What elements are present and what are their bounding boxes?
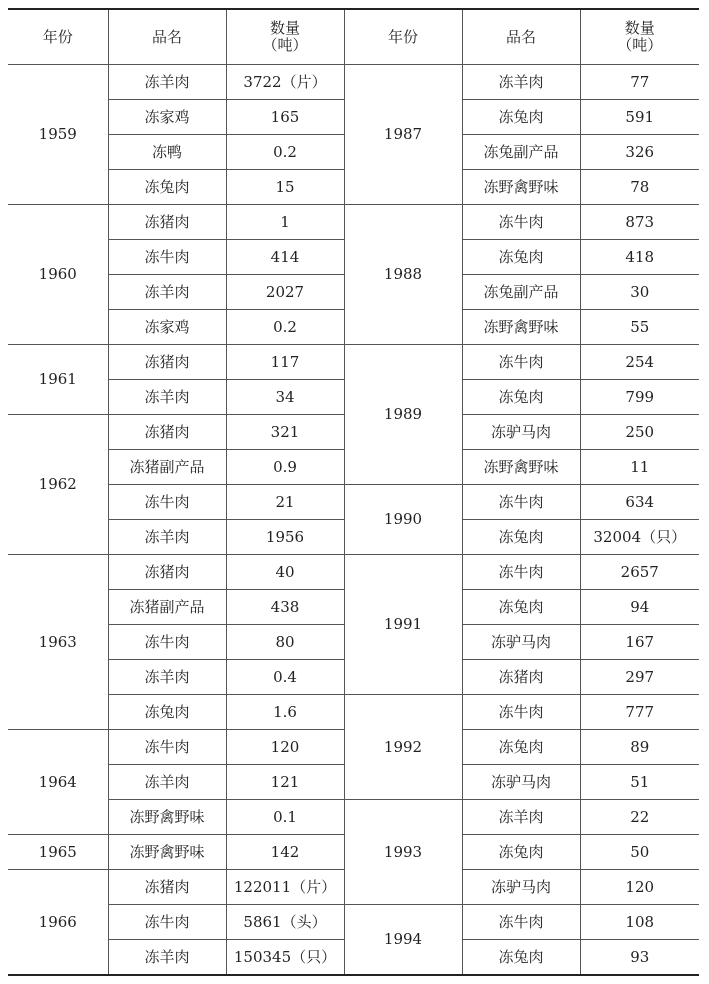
quantity-cell-left: 321 xyxy=(226,415,344,450)
quantity-cell-right: 93 xyxy=(580,940,699,976)
product-cell-right: 冻驴马肉 xyxy=(462,765,580,800)
product-cell-right: 冻野禽野味 xyxy=(462,170,580,205)
quantity-cell-left: 1956 xyxy=(226,520,344,555)
quantity-cell-left: 150345（只） xyxy=(226,940,344,976)
quantity-cell-left: 5861（头） xyxy=(226,905,344,940)
product-cell-right: 冻兔肉 xyxy=(462,240,580,275)
table-row xyxy=(8,695,699,730)
quantity-cell-left: 3722（片） xyxy=(226,65,344,100)
quantity-cell-left: 2027 xyxy=(226,275,344,310)
export-table xyxy=(8,8,699,976)
quantity-cell-right: 32004（只） xyxy=(580,520,699,555)
year-cell-right: 1994 xyxy=(344,905,462,976)
product-cell-right: 冻驴马肉 xyxy=(462,870,580,905)
product-cell-right: 冻兔副产品 xyxy=(462,135,580,170)
quantity-cell-left: 438 xyxy=(226,590,344,625)
quantity-cell-right: 799 xyxy=(580,380,699,415)
product-cell-right: 冻兔肉 xyxy=(462,590,580,625)
quantity-cell-left: 0.1 xyxy=(226,800,344,835)
product-cell-left: 冻猪肉 xyxy=(108,345,226,380)
header-qty-label: 数量 xyxy=(269,19,300,37)
quantity-cell-right: 873 xyxy=(580,205,699,240)
quantity-cell-right: 78 xyxy=(580,170,699,205)
product-cell-right: 冻牛肉 xyxy=(462,695,580,730)
quantity-cell-left: 121 xyxy=(226,765,344,800)
year-cell-right: 1990 xyxy=(344,485,462,555)
table-row xyxy=(8,485,699,520)
product-cell-left: 冻羊肉 xyxy=(108,765,226,800)
product-cell-right: 冻牛肉 xyxy=(462,485,580,520)
year-cell-left: 1960 xyxy=(8,205,108,345)
year-cell-right: 1987 xyxy=(344,65,462,205)
table-row xyxy=(8,345,699,380)
product-cell-right: 冻兔副产品 xyxy=(462,275,580,310)
quantity-cell-left: 0.4 xyxy=(226,660,344,695)
product-cell-left: 冻猪副产品 xyxy=(108,450,226,485)
quantity-cell-left: 142 xyxy=(226,835,344,870)
year-cell-right: 1992 xyxy=(344,695,462,800)
header-qty-left xyxy=(226,9,344,65)
header-year-left: 年份 xyxy=(8,9,108,65)
product-cell-left: 冻兔肉 xyxy=(108,170,226,205)
year-cell-right: 1991 xyxy=(344,555,462,695)
product-cell-left: 冻羊肉 xyxy=(108,520,226,555)
quantity-cell-right: 254 xyxy=(580,345,699,380)
product-cell-right: 冻驴马肉 xyxy=(462,625,580,660)
quantity-cell-left: 414 xyxy=(226,240,344,275)
header-product-left: 品名 xyxy=(108,9,226,65)
product-cell-right: 冻野禽野味 xyxy=(462,310,580,345)
year-cell-left: 1961 xyxy=(8,345,108,415)
quantity-cell-right: 634 xyxy=(580,485,699,520)
quantity-cell-left: 80 xyxy=(226,625,344,660)
quantity-cell-right: 89 xyxy=(580,730,699,765)
product-cell-right: 冻兔肉 xyxy=(462,940,580,976)
product-cell-left: 冻牛肉 xyxy=(108,625,226,660)
product-cell-left: 冻羊肉 xyxy=(108,65,226,100)
product-cell-left: 冻鸭 xyxy=(108,135,226,170)
quantity-cell-right: 297 xyxy=(580,660,699,695)
quantity-cell-left: 1.6 xyxy=(226,695,344,730)
table-row xyxy=(8,555,699,590)
quantity-cell-left: 15 xyxy=(226,170,344,205)
quantity-cell-left: 40 xyxy=(226,555,344,590)
header-qty-label: 数量 xyxy=(624,19,655,37)
product-cell-left: 冻猪肉 xyxy=(108,870,226,905)
header-year-right: 年份 xyxy=(344,9,462,65)
quantity-cell-right: 250 xyxy=(580,415,699,450)
quantity-cell-right: 77 xyxy=(580,65,699,100)
product-cell-right: 冻驴马肉 xyxy=(462,415,580,450)
quantity-cell-left: 34 xyxy=(226,380,344,415)
quantity-cell-right: 108 xyxy=(580,905,699,940)
product-cell-left: 冻猪肉 xyxy=(108,205,226,240)
header-qty-unit: （吨） xyxy=(617,36,663,54)
quantity-cell-left: 0.2 xyxy=(226,310,344,345)
quantity-cell-right: 777 xyxy=(580,695,699,730)
quantity-cell-left: 1 xyxy=(226,205,344,240)
product-cell-right: 冻兔肉 xyxy=(462,380,580,415)
quantity-cell-right: 22 xyxy=(580,800,699,835)
header-qty-right xyxy=(580,9,699,65)
quantity-cell-right: 94 xyxy=(580,590,699,625)
product-cell-left: 冻羊肉 xyxy=(108,275,226,310)
quantity-cell-right: 55 xyxy=(580,310,699,345)
quantity-cell-right: 50 xyxy=(580,835,699,870)
quantity-cell-right: 30 xyxy=(580,275,699,310)
year-cell-right: 1989 xyxy=(344,345,462,485)
product-cell-left: 冻羊肉 xyxy=(108,380,226,415)
quantity-cell-right: 11 xyxy=(580,450,699,485)
header-qty-unit: （吨） xyxy=(262,36,308,54)
product-cell-right: 冻牛肉 xyxy=(462,345,580,380)
product-cell-left: 冻家鸡 xyxy=(108,310,226,345)
product-cell-right: 冻兔肉 xyxy=(462,730,580,765)
quantity-cell-left: 120 xyxy=(226,730,344,765)
quantity-cell-left: 122011（片） xyxy=(226,870,344,905)
quantity-cell-left: 165 xyxy=(226,100,344,135)
quantity-cell-right: 326 xyxy=(580,135,699,170)
quantity-cell-right: 167 xyxy=(580,625,699,660)
product-cell-right: 冻羊肉 xyxy=(462,65,580,100)
product-cell-right: 冻牛肉 xyxy=(462,205,580,240)
table-row xyxy=(8,65,699,100)
table-row xyxy=(8,905,699,940)
product-cell-left: 冻猪肉 xyxy=(108,415,226,450)
product-cell-left: 冻牛肉 xyxy=(108,730,226,765)
quantity-cell-right: 2657 xyxy=(580,555,699,590)
quantity-cell-left: 0.9 xyxy=(226,450,344,485)
table-row xyxy=(8,205,699,240)
year-cell-left: 1962 xyxy=(8,415,108,555)
product-cell-right: 冻兔肉 xyxy=(462,100,580,135)
year-cell-right: 1993 xyxy=(344,800,462,905)
quantity-cell-right: 51 xyxy=(580,765,699,800)
quantity-cell-right: 418 xyxy=(580,240,699,275)
product-cell-right: 冻牛肉 xyxy=(462,905,580,940)
year-cell-left: 1964 xyxy=(8,730,108,835)
product-cell-left: 冻兔肉 xyxy=(108,695,226,730)
header-product-right: 品名 xyxy=(462,9,580,65)
quantity-cell-right: 591 xyxy=(580,100,699,135)
table-row xyxy=(8,800,699,835)
product-cell-right: 冻兔肉 xyxy=(462,835,580,870)
quantity-cell-left: 0.2 xyxy=(226,135,344,170)
product-cell-left: 冻羊肉 xyxy=(108,660,226,695)
product-cell-left: 冻牛肉 xyxy=(108,905,226,940)
product-cell-right: 冻野禽野味 xyxy=(462,450,580,485)
product-cell-left: 冻野禽野味 xyxy=(108,800,226,835)
product-cell-left: 冻羊肉 xyxy=(108,940,226,976)
product-cell-right: 冻牛肉 xyxy=(462,555,580,590)
table-body xyxy=(8,65,699,976)
product-cell-left: 冻牛肉 xyxy=(108,240,226,275)
quantity-cell-left: 21 xyxy=(226,485,344,520)
product-cell-left: 冻猪副产品 xyxy=(108,590,226,625)
product-cell-right: 冻兔肉 xyxy=(462,520,580,555)
year-cell-left: 1966 xyxy=(8,870,108,976)
quantity-cell-left: 117 xyxy=(226,345,344,380)
header-row xyxy=(8,9,699,65)
product-cell-left: 冻牛肉 xyxy=(108,485,226,520)
year-cell-left: 1959 xyxy=(8,65,108,205)
product-cell-right: 冻猪肉 xyxy=(462,660,580,695)
product-cell-left: 冻猪肉 xyxy=(108,555,226,590)
export-table-container xyxy=(8,8,699,976)
year-cell-left: 1965 xyxy=(8,835,108,870)
product-cell-left: 冻家鸡 xyxy=(108,100,226,135)
product-cell-left: 冻野禽野味 xyxy=(108,835,226,870)
year-cell-right: 1988 xyxy=(344,205,462,345)
quantity-cell-right: 120 xyxy=(580,870,699,905)
year-cell-left: 1963 xyxy=(8,555,108,730)
product-cell-right: 冻羊肉 xyxy=(462,800,580,835)
